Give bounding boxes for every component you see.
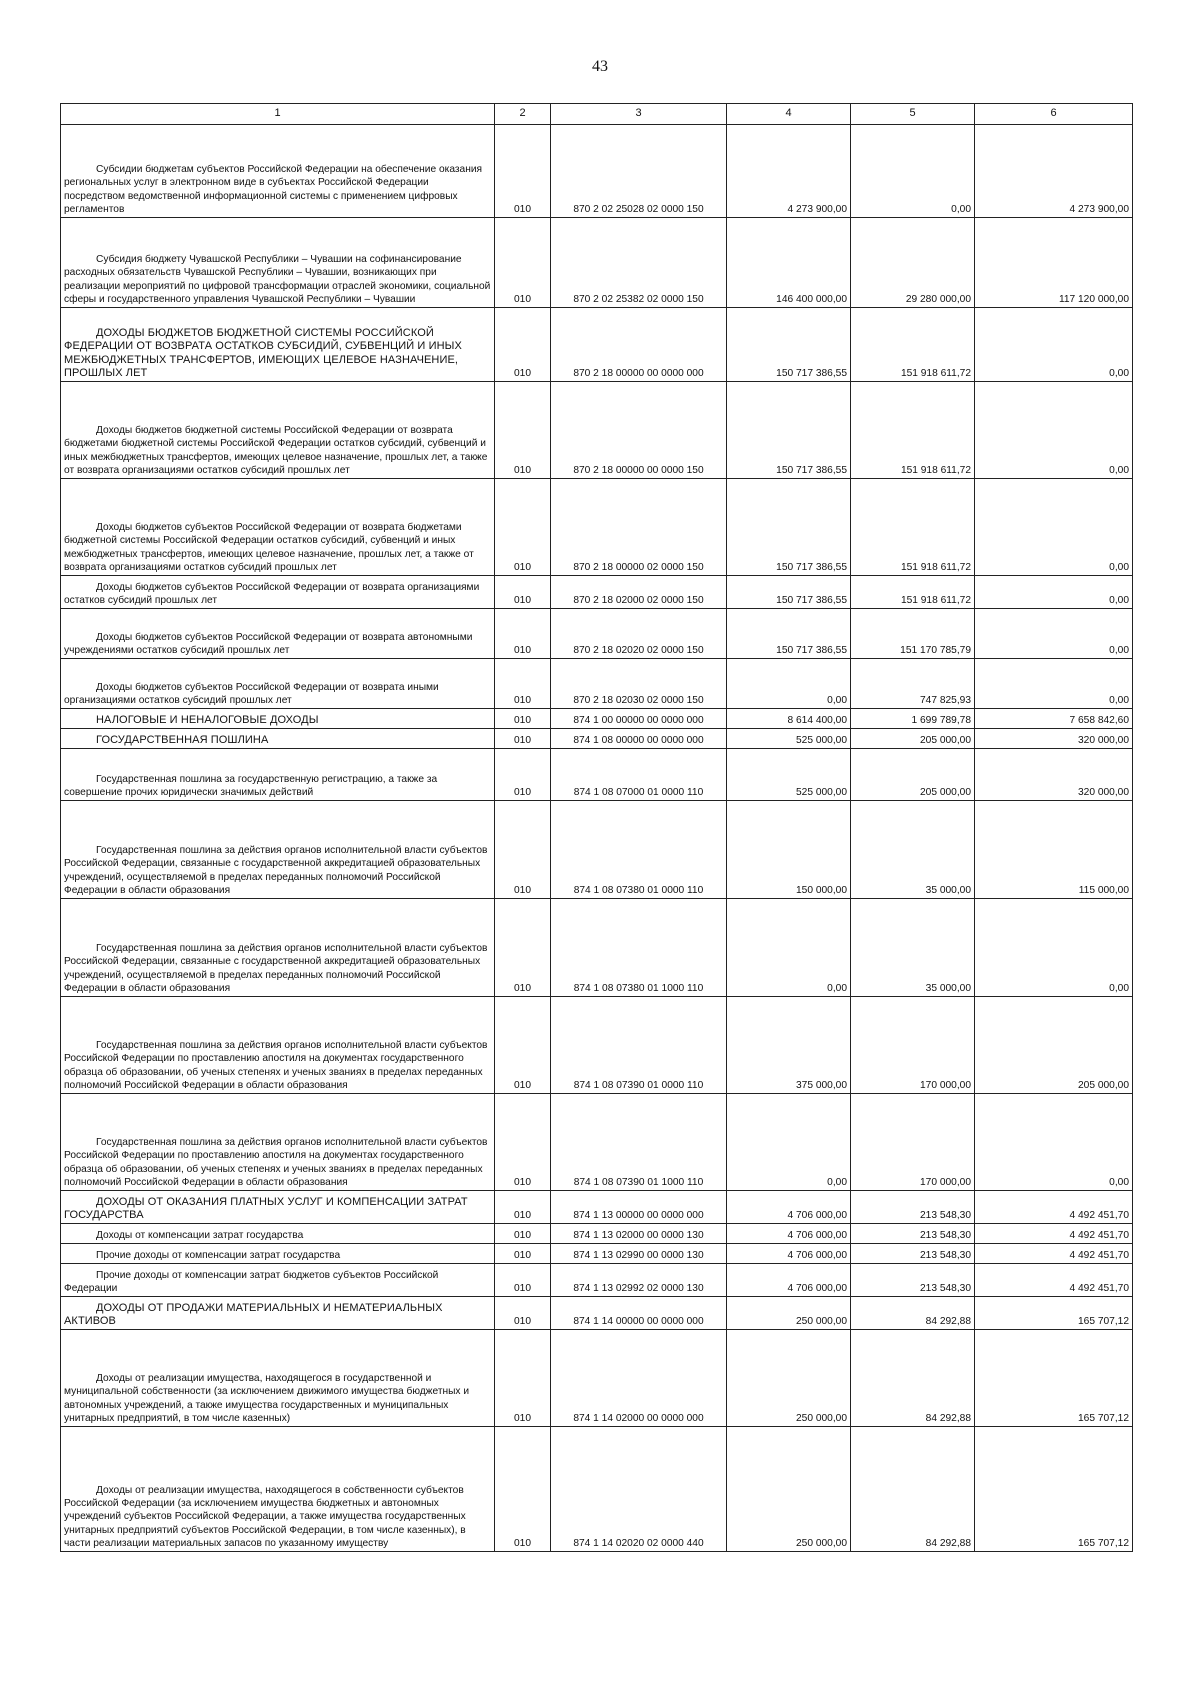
- row-line-code: 010: [495, 1094, 551, 1191]
- row-approved-amount: 4 273 900,00: [727, 125, 851, 218]
- table-row: [61, 1191, 1133, 1224]
- table-row: [61, 801, 1133, 899]
- row-name: Доходы бюджетов субъектов Российской Федерации от возврата иными организациями остатков субсидий прошлых лет: [64, 681, 439, 706]
- row-name: Государственная пошлина за действия органов исполнительной власти субъектов Российской Федерации по проставлению апостиля на документах государственного образца об образовании, об ученых степенях и ученых званиях в пределах переданных полномочий Российской Федерации в области образования: [64, 1137, 488, 1188]
- row-name-cell: [61, 729, 495, 749]
- row-executed-amount: 213 548,30: [851, 1224, 975, 1244]
- row-approved-amount: 4 706 000,00: [727, 1264, 851, 1297]
- row-budget-code: 874 1 14 00000 00 0000 000: [551, 1297, 727, 1330]
- row-line-code: 010: [495, 308, 551, 382]
- row-approved-amount: 4 706 000,00: [727, 1191, 851, 1224]
- row-name: Субсидия бюджету Чувашской Республики – Чувашии на софинансирование расходных обязательств Чувашской Республики – Чувашии, возникающих при реализации мероприятий по цифровой трансформации отраслей экономики, социальной сферы и государственного управления Чувашской Республики – Чувашии: [64, 254, 491, 305]
- row-executed-amount: 213 548,30: [851, 1191, 975, 1224]
- row-line-code: 010: [495, 576, 551, 609]
- table-row: [61, 1224, 1133, 1244]
- row-unexecuted-amount: 0,00: [975, 609, 1133, 659]
- row-unexecuted-amount: 7 658 842,60: [975, 709, 1133, 729]
- row-executed-amount: 213 548,30: [851, 1264, 975, 1297]
- row-name: Государственная пошлина за государственную регистрацию, а также за совершение прочих юридически значимых действий: [64, 773, 438, 798]
- row-executed-amount: 205 000,00: [851, 729, 975, 749]
- row-approved-amount: 4 706 000,00: [727, 1224, 851, 1244]
- row-unexecuted-amount: 4 492 451,70: [975, 1191, 1133, 1224]
- column-header: 4: [727, 104, 851, 125]
- row-executed-amount: 35 000,00: [851, 899, 975, 997]
- row-budget-code: 874 1 13 00000 00 0000 000: [551, 1191, 727, 1224]
- row-name-cell: [61, 125, 495, 218]
- row-unexecuted-amount: 4 492 451,70: [975, 1224, 1133, 1244]
- row-budget-code: 874 1 13 02992 02 0000 130: [551, 1264, 727, 1297]
- row-line-code: 010: [495, 1297, 551, 1330]
- table-row: [61, 308, 1133, 382]
- row-approved-amount: 150 717 386,55: [727, 382, 851, 479]
- table-row: [61, 709, 1133, 729]
- row-line-code: 010: [495, 1191, 551, 1224]
- table-row: [61, 1094, 1133, 1191]
- row-line-code: 010: [495, 1264, 551, 1297]
- row-line-code: 010: [495, 749, 551, 801]
- row-unexecuted-amount: 0,00: [975, 479, 1133, 576]
- row-budget-code: 874 1 08 07000 01 0000 110: [551, 749, 727, 801]
- row-approved-amount: 150 717 386,55: [727, 479, 851, 576]
- row-unexecuted-amount: 320 000,00: [975, 749, 1133, 801]
- row-executed-amount: 35 000,00: [851, 801, 975, 899]
- row-name: Доходы бюджетов бюджетной системы Российской Федерации от возврата бюджетами бюджетной системы Российской Федерации остатков субсидий, субвенций и иных межбюджетных трансфертов, имеющих целевое назначение, прошлых лет, а также от возврата организациями остатков субсидий прошлых лет: [64, 425, 488, 476]
- row-line-code: 010: [495, 125, 551, 218]
- column-header: 1: [61, 104, 495, 125]
- row-executed-amount: 84 292,88: [851, 1330, 975, 1427]
- row-approved-amount: 8 614 400,00: [727, 709, 851, 729]
- row-name-cell: [61, 576, 495, 609]
- row-budget-code: 870 2 18 02020 02 0000 150: [551, 609, 727, 659]
- row-line-code: 010: [495, 899, 551, 997]
- row-executed-amount: 213 548,30: [851, 1244, 975, 1264]
- row-executed-amount: 747 825,93: [851, 659, 975, 709]
- row-name-cell: [61, 1224, 495, 1244]
- row-budget-code: 870 2 02 25382 02 0000 150: [551, 218, 727, 308]
- row-approved-amount: 4 706 000,00: [727, 1244, 851, 1264]
- row-unexecuted-amount: 117 120 000,00: [975, 218, 1133, 308]
- column-header: 3: [551, 104, 727, 125]
- row-name: ГОСУДАРСТВЕННАЯ ПОШЛИНА: [96, 733, 269, 746]
- row-line-code: 010: [495, 479, 551, 576]
- table-row: [61, 1330, 1133, 1427]
- column-header: 2: [495, 104, 551, 125]
- row-name: ДОХОДЫ БЮДЖЕТОВ БЮДЖЕТНОЙ СИСТЕМЫ РОССИЙСКОЙ ФЕДЕРАЦИИ ОТ ВОЗВРАТА ОСТАТКОВ СУБСИДИЙ, СУБВЕНЦИЙ И ИНЫХ МЕЖБЮДЖЕТНЫХ ТРАНСФЕРТОВ, ИМЕЮЩИХ ЦЕЛЕВОЕ НАЗНАЧЕНИЕ, ПРОШЛЫХ ЛЕТ: [64, 327, 462, 379]
- row-unexecuted-amount: 205 000,00: [975, 997, 1133, 1094]
- table-row: [61, 1427, 1133, 1552]
- row-approved-amount: 250 000,00: [727, 1330, 851, 1427]
- row-name-cell: [61, 1191, 495, 1224]
- row-executed-amount: 1 699 789,78: [851, 709, 975, 729]
- row-unexecuted-amount: 0,00: [975, 899, 1133, 997]
- row-budget-code: 874 1 08 07390 01 0000 110: [551, 997, 727, 1094]
- row-budget-code: 870 2 02 25028 02 0000 150: [551, 125, 727, 218]
- row-line-code: 010: [495, 659, 551, 709]
- row-budget-code: 870 2 18 02000 02 0000 150: [551, 576, 727, 609]
- row-name: Доходы бюджетов субъектов Российской Федерации от возврата бюджетами бюджетной системы Российской Федерации остатков субсидий, субвенций и иных межбюджетных трансфертов, имеющих целевое назначение, прошлых лет, а также от возврата организациями остатков субсидий прошлых лет: [64, 522, 474, 573]
- row-approved-amount: 525 000,00: [727, 749, 851, 801]
- row-unexecuted-amount: 115 000,00: [975, 801, 1133, 899]
- row-name: Государственная пошлина за действия органов исполнительной власти субъектов Российской Федерации, связанные с государственной аккредитацией образовательных учреждений, осуществляемой в пределах переданных полномочий Российской Федерации в области образования: [64, 943, 488, 994]
- row-budget-code: 874 1 14 02000 00 0000 000: [551, 1330, 727, 1427]
- row-budget-code: 874 1 14 02020 02 0000 440: [551, 1427, 727, 1552]
- row-approved-amount: 250 000,00: [727, 1427, 851, 1552]
- row-name-cell: [61, 801, 495, 899]
- row-approved-amount: 375 000,00: [727, 997, 851, 1094]
- row-name-cell: [61, 609, 495, 659]
- row-line-code: 010: [495, 1244, 551, 1264]
- row-approved-amount: 0,00: [727, 659, 851, 709]
- row-budget-code: 870 2 18 00000 00 0000 000: [551, 308, 727, 382]
- row-budget-code: 870 2 18 02030 02 0000 150: [551, 659, 727, 709]
- row-name: Прочие доходы от компенсации затрат государства: [96, 1249, 341, 1261]
- row-line-code: 010: [495, 801, 551, 899]
- table-row: [61, 1297, 1133, 1330]
- row-unexecuted-amount: 4 492 451,70: [975, 1264, 1133, 1297]
- row-approved-amount: 146 400 000,00: [727, 218, 851, 308]
- row-unexecuted-amount: 0,00: [975, 1094, 1133, 1191]
- row-budget-code: 874 1 00 00000 00 0000 000: [551, 709, 727, 729]
- row-name-cell: [61, 997, 495, 1094]
- row-name: Государственная пошлина за действия органов исполнительной власти субъектов Российской Федерации, связанные с государственной аккредитацией образовательных учреждений, осуществляемой в пределах переданных полномочий Российской Федерации в области образования: [64, 845, 488, 896]
- table-row: [61, 479, 1133, 576]
- row-name-cell: [61, 382, 495, 479]
- table-row: [61, 125, 1133, 218]
- row-executed-amount: 84 292,88: [851, 1297, 975, 1330]
- row-budget-code: 870 2 18 00000 02 0000 150: [551, 479, 727, 576]
- row-name-cell: [61, 1297, 495, 1330]
- table-row: [61, 382, 1133, 479]
- row-name-cell: [61, 308, 495, 382]
- table-row: [61, 899, 1133, 997]
- row-name-cell: [61, 749, 495, 801]
- row-name-cell: [61, 899, 495, 997]
- row-line-code: 010: [495, 218, 551, 308]
- page-number: 43: [592, 58, 608, 75]
- row-approved-amount: 250 000,00: [727, 1297, 851, 1330]
- table-row: [61, 997, 1133, 1094]
- row-line-code: 010: [495, 609, 551, 659]
- row-line-code: 010: [495, 1427, 551, 1552]
- row-name: Доходы бюджетов субъектов Российской Федерации от возврата автономными учреждениями остатков субсидий прошлых лет: [64, 631, 473, 656]
- table-row: [61, 1244, 1133, 1264]
- row-budget-code: 874 1 13 02000 00 0000 130: [551, 1224, 727, 1244]
- row-name: Доходы от реализации имущества, находящегося в государственной и муниципальной собственности (за исключением движимого имущества бюджетных и автономных учреждений, а также имущества государственных и муниципальных унитарных предприятий, в том числе казенных): [64, 1373, 470, 1424]
- row-executed-amount: 151 918 611,72: [851, 382, 975, 479]
- row-name: Прочие доходы от компенсации затрат бюджетов субъектов Российской Федерации: [64, 1269, 439, 1294]
- row-name: Субсидии бюджетам субъектов Российской Федерации на обеспечение оказания региональных услуг в электронном виде в субъектах Российской Федерации посредством ведомственной информационной системы с применением цифровых регламентов: [64, 164, 483, 215]
- row-executed-amount: 29 280 000,00: [851, 218, 975, 308]
- row-executed-amount: 151 918 611,72: [851, 479, 975, 576]
- row-approved-amount: 150 717 386,55: [727, 308, 851, 382]
- row-budget-code: 874 1 08 07390 01 1000 110: [551, 1094, 727, 1191]
- revenue-table: [60, 103, 1133, 1552]
- row-name-cell: [61, 1094, 495, 1191]
- table-row: [61, 659, 1133, 709]
- row-line-code: 010: [495, 709, 551, 729]
- row-name: ДОХОДЫ ОТ ПРОДАЖИ МАТЕРИАЛЬНЫХ И НЕМАТЕРИАЛЬНЫХ АКТИВОВ: [64, 1301, 443, 1327]
- row-approved-amount: 150 000,00: [727, 801, 851, 899]
- row-name-cell: [61, 659, 495, 709]
- row-name-cell: [61, 479, 495, 576]
- row-name-cell: [61, 709, 495, 729]
- row-unexecuted-amount: 165 707,12: [975, 1427, 1133, 1552]
- row-unexecuted-amount: 4 492 451,70: [975, 1244, 1133, 1264]
- row-executed-amount: 151 918 611,72: [851, 308, 975, 382]
- row-line-code: 010: [495, 1330, 551, 1427]
- row-line-code: 010: [495, 997, 551, 1094]
- row-budget-code: 874 1 08 00000 00 0000 000: [551, 729, 727, 749]
- row-executed-amount: 0,00: [851, 125, 975, 218]
- row-unexecuted-amount: 165 707,12: [975, 1297, 1133, 1330]
- row-budget-code: 874 1 13 02990 00 0000 130: [551, 1244, 727, 1264]
- row-unexecuted-amount: 4 273 900,00: [975, 125, 1133, 218]
- column-header: 5: [851, 104, 975, 125]
- row-approved-amount: 0,00: [727, 1094, 851, 1191]
- row-unexecuted-amount: 0,00: [975, 659, 1133, 709]
- row-name: Доходы бюджетов субъектов Российской Федерации от возврата организациями остатков субсидий прошлых лет: [64, 581, 480, 606]
- row-budget-code: 870 2 18 00000 00 0000 150: [551, 382, 727, 479]
- table-row: [61, 729, 1133, 749]
- table-header-row: [61, 104, 1133, 125]
- row-approved-amount: 0,00: [727, 899, 851, 997]
- row-name: Доходы от компенсации затрат государства: [96, 1229, 304, 1241]
- table-row: [61, 1264, 1133, 1297]
- row-name: Государственная пошлина за действия органов исполнительной власти субъектов Российской Федерации по проставлению апостиля на документах государственного образца об образовании, об ученых степенях и ученых званиях в пределах переданных полномочий Российской Федерации в области образования: [64, 1040, 488, 1091]
- row-line-code: 010: [495, 382, 551, 479]
- row-name-cell: [61, 218, 495, 308]
- row-unexecuted-amount: 165 707,12: [975, 1330, 1133, 1427]
- row-executed-amount: 151 918 611,72: [851, 576, 975, 609]
- row-approved-amount: 525 000,00: [727, 729, 851, 749]
- table-row: [61, 749, 1133, 801]
- row-unexecuted-amount: 320 000,00: [975, 729, 1133, 749]
- table-row: [61, 576, 1133, 609]
- row-unexecuted-amount: 0,00: [975, 382, 1133, 479]
- row-executed-amount: 151 170 785,79: [851, 609, 975, 659]
- row-name: Доходы от реализации имущества, находящегося в собственности субъектов Российской Федерации (за исключением имущества бюджетных и автономных учреждений субъектов Российской Федерации, а также имущества государственных унитарных предприятий субъектов Российской Федерации, в том числе казенных), в части реализации материальных запасов по указанному имуществу: [64, 1484, 466, 1549]
- column-header: 6: [975, 104, 1133, 125]
- row-name: ДОХОДЫ ОТ ОКАЗАНИЯ ПЛАТНЫХ УСЛУГ И КОМПЕНСАЦИИ ЗАТРАТ ГОСУДАРСТВА: [64, 1195, 468, 1221]
- row-approved-amount: 150 717 386,55: [727, 609, 851, 659]
- row-name-cell: [61, 1427, 495, 1552]
- row-name: НАЛОГОВЫЕ И НЕНАЛОГОВЫЕ ДОХОДЫ: [96, 713, 319, 726]
- table-row: [61, 218, 1133, 308]
- row-executed-amount: 170 000,00: [851, 1094, 975, 1191]
- row-unexecuted-amount: 0,00: [975, 576, 1133, 609]
- row-name-cell: [61, 1330, 495, 1427]
- row-line-code: 010: [495, 1224, 551, 1244]
- row-name-cell: [61, 1244, 495, 1264]
- table-row: [61, 609, 1133, 659]
- row-executed-amount: 205 000,00: [851, 749, 975, 801]
- row-line-code: 010: [495, 729, 551, 749]
- row-budget-code: 874 1 08 07380 01 1000 110: [551, 899, 727, 997]
- row-executed-amount: 170 000,00: [851, 997, 975, 1094]
- row-executed-amount: 84 292,88: [851, 1427, 975, 1552]
- row-budget-code: 874 1 08 07380 01 0000 110: [551, 801, 727, 899]
- row-unexecuted-amount: 0,00: [975, 308, 1133, 382]
- row-approved-amount: 150 717 386,55: [727, 576, 851, 609]
- row-name-cell: [61, 1264, 495, 1297]
